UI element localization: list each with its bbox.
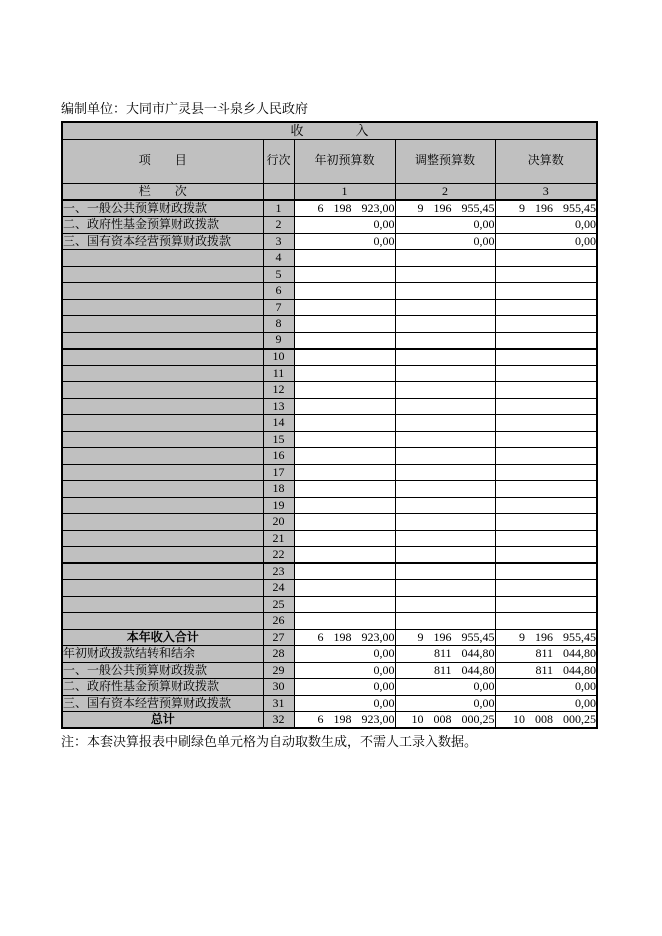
- value-cell: [495, 563, 597, 580]
- value-cell: [294, 266, 395, 283]
- line-number-cell: 21: [263, 530, 294, 547]
- value-cell: [395, 316, 495, 333]
- value-cell: [395, 464, 495, 481]
- line-number-cell: 14: [263, 415, 294, 432]
- item-cell: [62, 530, 263, 547]
- table-row: [62, 283, 597, 300]
- table-row: [62, 233, 597, 250]
- line-number-cell: 9: [263, 332, 294, 349]
- value-cell: [495, 283, 597, 300]
- value-cell: [294, 563, 395, 580]
- table-row: [62, 415, 597, 432]
- column-header-adjusted-budget: 调整预算数: [395, 139, 495, 183]
- value-cell: 6 198 923,00: [294, 200, 395, 217]
- value-cell: [294, 613, 395, 630]
- table-row: [62, 679, 597, 696]
- column-index-label: 栏 次: [62, 183, 263, 200]
- value-cell: [294, 398, 395, 415]
- item-cell: [62, 431, 263, 448]
- value-cell: [294, 514, 395, 531]
- value-cell: [294, 415, 395, 432]
- value-cell: [294, 497, 395, 514]
- column-header-item: 项 目: [62, 139, 263, 183]
- value-cell: [495, 316, 597, 333]
- table-row: [62, 431, 597, 448]
- item-cell: [62, 250, 263, 267]
- item-cell: [62, 464, 263, 481]
- item-cell: 二、政府性基金预算财政拨款: [62, 679, 263, 696]
- value-cell: 10 008 000,25: [395, 712, 495, 729]
- value-cell: 0,00: [395, 695, 495, 712]
- value-cell: [294, 448, 395, 465]
- line-number-cell: 8: [263, 316, 294, 333]
- compiler-unit-label: 编制单位：大同市广灵县一斗泉乡人民政府: [61, 101, 309, 116]
- value-cell: [495, 332, 597, 349]
- item-cell: [62, 398, 263, 415]
- line-number-cell: 18: [263, 481, 294, 498]
- table-row: [62, 365, 597, 382]
- value-cell: [294, 464, 395, 481]
- item-cell: [62, 563, 263, 580]
- value-cell: [395, 415, 495, 432]
- value-cell: 9 196 955,45: [495, 200, 597, 217]
- value-cell: [395, 613, 495, 630]
- value-cell: [294, 580, 395, 597]
- line-number-cell: 24: [263, 580, 294, 597]
- value-cell: [395, 481, 495, 498]
- table-row: [62, 530, 597, 547]
- value-cell: [395, 497, 495, 514]
- value-cell: [395, 266, 495, 283]
- item-cell: [62, 332, 263, 349]
- line-number-cell: 13: [263, 398, 294, 415]
- table-row: [62, 266, 597, 283]
- column-header-line-number: 行次: [263, 139, 294, 183]
- value-cell: [395, 299, 495, 316]
- value-cell: [395, 596, 495, 613]
- table-title: 收 入: [62, 122, 597, 139]
- table-row: [62, 448, 597, 465]
- line-number-cell: 23: [263, 563, 294, 580]
- table-row: [62, 695, 597, 712]
- value-cell: [395, 382, 495, 399]
- value-cell: [495, 596, 597, 613]
- item-cell: 总计: [62, 712, 263, 729]
- value-cell: [294, 596, 395, 613]
- line-number-cell: 1: [263, 200, 294, 217]
- line-number-cell: 5: [263, 266, 294, 283]
- item-cell: [62, 613, 263, 630]
- value-cell: 0,00: [294, 662, 395, 679]
- item-cell: [62, 283, 263, 300]
- column-index-3: 3: [495, 183, 597, 200]
- table-row: [62, 514, 597, 531]
- value-cell: 0,00: [495, 679, 597, 696]
- item-cell: 二、政府性基金预算财政拨款: [62, 217, 263, 234]
- value-cell: [495, 382, 597, 399]
- table-title-row: [62, 122, 597, 139]
- value-cell: [495, 250, 597, 267]
- table-row: [62, 563, 597, 580]
- value-cell: 0,00: [395, 679, 495, 696]
- value-cell: [395, 580, 495, 597]
- value-cell: 10 008 000,25: [495, 712, 597, 729]
- table-header-row: [62, 139, 597, 183]
- table-row: [62, 497, 597, 514]
- value-cell: [395, 530, 495, 547]
- value-cell: [495, 530, 597, 547]
- value-cell: 9 196 955,45: [395, 200, 495, 217]
- value-cell: [294, 547, 395, 564]
- item-cell: [62, 514, 263, 531]
- table-row: [62, 217, 597, 234]
- value-cell: [294, 283, 395, 300]
- item-cell: [62, 580, 263, 597]
- table-row: [62, 299, 597, 316]
- line-number-cell: 17: [263, 464, 294, 481]
- value-cell: 0,00: [294, 679, 395, 696]
- item-cell: [62, 415, 263, 432]
- line-number-cell: 27: [263, 629, 294, 646]
- table-row: [62, 547, 597, 564]
- value-cell: [495, 464, 597, 481]
- value-cell: [294, 299, 395, 316]
- item-cell: [62, 481, 263, 498]
- line-number-cell: 3: [263, 233, 294, 250]
- value-cell: [395, 349, 495, 366]
- column-index-2: 2: [395, 183, 495, 200]
- item-cell: 一、一般公共预算财政拨款: [62, 200, 263, 217]
- column-header-initial-budget: 年初预算数: [294, 139, 395, 183]
- value-cell: [294, 316, 395, 333]
- column-index-1: 1: [294, 183, 395, 200]
- value-cell: [294, 382, 395, 399]
- value-cell: 811 044,80: [395, 662, 495, 679]
- value-cell: 0,00: [294, 217, 395, 234]
- value-cell: [495, 349, 597, 366]
- item-cell: 一、一般公共预算财政拨款: [62, 662, 263, 679]
- table-row: [62, 629, 597, 646]
- line-number-cell: 28: [263, 646, 294, 663]
- table-body: [62, 200, 597, 728]
- value-cell: 0,00: [495, 695, 597, 712]
- table-row: [62, 712, 597, 729]
- item-cell: 本年收入合计: [62, 629, 263, 646]
- line-number-cell: 16: [263, 448, 294, 465]
- value-cell: [294, 481, 395, 498]
- value-cell: [495, 431, 597, 448]
- table-row: [62, 481, 597, 498]
- value-cell: 0,00: [294, 646, 395, 663]
- item-cell: [62, 299, 263, 316]
- table-row: [62, 382, 597, 399]
- item-cell: [62, 266, 263, 283]
- value-cell: [294, 349, 395, 366]
- table-row: [62, 613, 597, 630]
- value-cell: [495, 613, 597, 630]
- value-cell: [495, 398, 597, 415]
- value-cell: 6 198 923,00: [294, 712, 395, 729]
- item-cell: [62, 365, 263, 382]
- line-number-cell: 15: [263, 431, 294, 448]
- value-cell: 0,00: [294, 695, 395, 712]
- item-cell: [62, 497, 263, 514]
- line-number-cell: 22: [263, 547, 294, 564]
- value-cell: [495, 481, 597, 498]
- value-cell: [294, 365, 395, 382]
- item-cell: 三、国有资本经营预算财政拨款: [62, 233, 263, 250]
- table-row: [62, 250, 597, 267]
- value-cell: [294, 431, 395, 448]
- value-cell: [495, 547, 597, 564]
- line-number-cell: 2: [263, 217, 294, 234]
- value-cell: 6 198 923,00: [294, 629, 395, 646]
- table-row: [62, 646, 597, 663]
- value-cell: [395, 448, 495, 465]
- value-cell: [495, 448, 597, 465]
- table-row: [62, 316, 597, 333]
- line-number-cell: 26: [263, 613, 294, 630]
- item-cell: [62, 382, 263, 399]
- column-index-blank: [263, 183, 294, 200]
- value-cell: 0,00: [495, 217, 597, 234]
- value-cell: 9 196 955,45: [395, 629, 495, 646]
- table-row: [62, 332, 597, 349]
- value-cell: [495, 580, 597, 597]
- line-number-cell: 6: [263, 283, 294, 300]
- value-cell: [294, 250, 395, 267]
- value-cell: [395, 398, 495, 415]
- line-number-cell: 32: [263, 712, 294, 729]
- item-cell: [62, 547, 263, 564]
- value-cell: [395, 332, 495, 349]
- line-number-cell: 30: [263, 679, 294, 696]
- value-cell: [495, 365, 597, 382]
- line-number-cell: 20: [263, 514, 294, 531]
- footnote: 注：本套决算报表中刷绿色单元格为自动取数生成，不需人工录入数据。: [61, 734, 478, 749]
- table-row: [62, 596, 597, 613]
- value-cell: [495, 299, 597, 316]
- value-cell: [395, 547, 495, 564]
- income-table: [61, 121, 598, 729]
- value-cell: 0,00: [395, 217, 495, 234]
- value-cell: 811 044,80: [495, 646, 597, 663]
- line-number-cell: 19: [263, 497, 294, 514]
- column-header-final-accounts: 决算数: [495, 139, 597, 183]
- item-cell: 年初财政拨款结转和结余: [62, 646, 263, 663]
- line-number-cell: 11: [263, 365, 294, 382]
- table-row: [62, 580, 597, 597]
- value-cell: [495, 266, 597, 283]
- value-cell: [395, 563, 495, 580]
- value-cell: [395, 365, 495, 382]
- value-cell: [395, 514, 495, 531]
- value-cell: 811 044,80: [395, 646, 495, 663]
- value-cell: [495, 497, 597, 514]
- value-cell: 0,00: [495, 233, 597, 250]
- line-number-cell: 12: [263, 382, 294, 399]
- item-cell: [62, 349, 263, 366]
- line-number-cell: 4: [263, 250, 294, 267]
- value-cell: 811 044,80: [495, 662, 597, 679]
- value-cell: 0,00: [294, 233, 395, 250]
- value-cell: [395, 431, 495, 448]
- line-number-cell: 25: [263, 596, 294, 613]
- item-cell: 三、国有资本经营预算财政拨款: [62, 695, 263, 712]
- line-number-cell: 31: [263, 695, 294, 712]
- table-row: [62, 464, 597, 481]
- table-row: [62, 200, 597, 217]
- item-cell: [62, 316, 263, 333]
- value-cell: [294, 332, 395, 349]
- table-row: [62, 662, 597, 679]
- line-number-cell: 29: [263, 662, 294, 679]
- table-row: [62, 398, 597, 415]
- value-cell: 9 196 955,45: [495, 629, 597, 646]
- line-number-cell: 10: [263, 349, 294, 366]
- line-number-cell: 7: [263, 299, 294, 316]
- value-cell: [294, 530, 395, 547]
- column-index-row: [62, 183, 597, 200]
- value-cell: [395, 283, 495, 300]
- value-cell: [395, 250, 495, 267]
- item-cell: [62, 448, 263, 465]
- table-row: [62, 349, 597, 366]
- value-cell: [495, 415, 597, 432]
- value-cell: 0,00: [395, 233, 495, 250]
- item-cell: [62, 596, 263, 613]
- value-cell: [495, 514, 597, 531]
